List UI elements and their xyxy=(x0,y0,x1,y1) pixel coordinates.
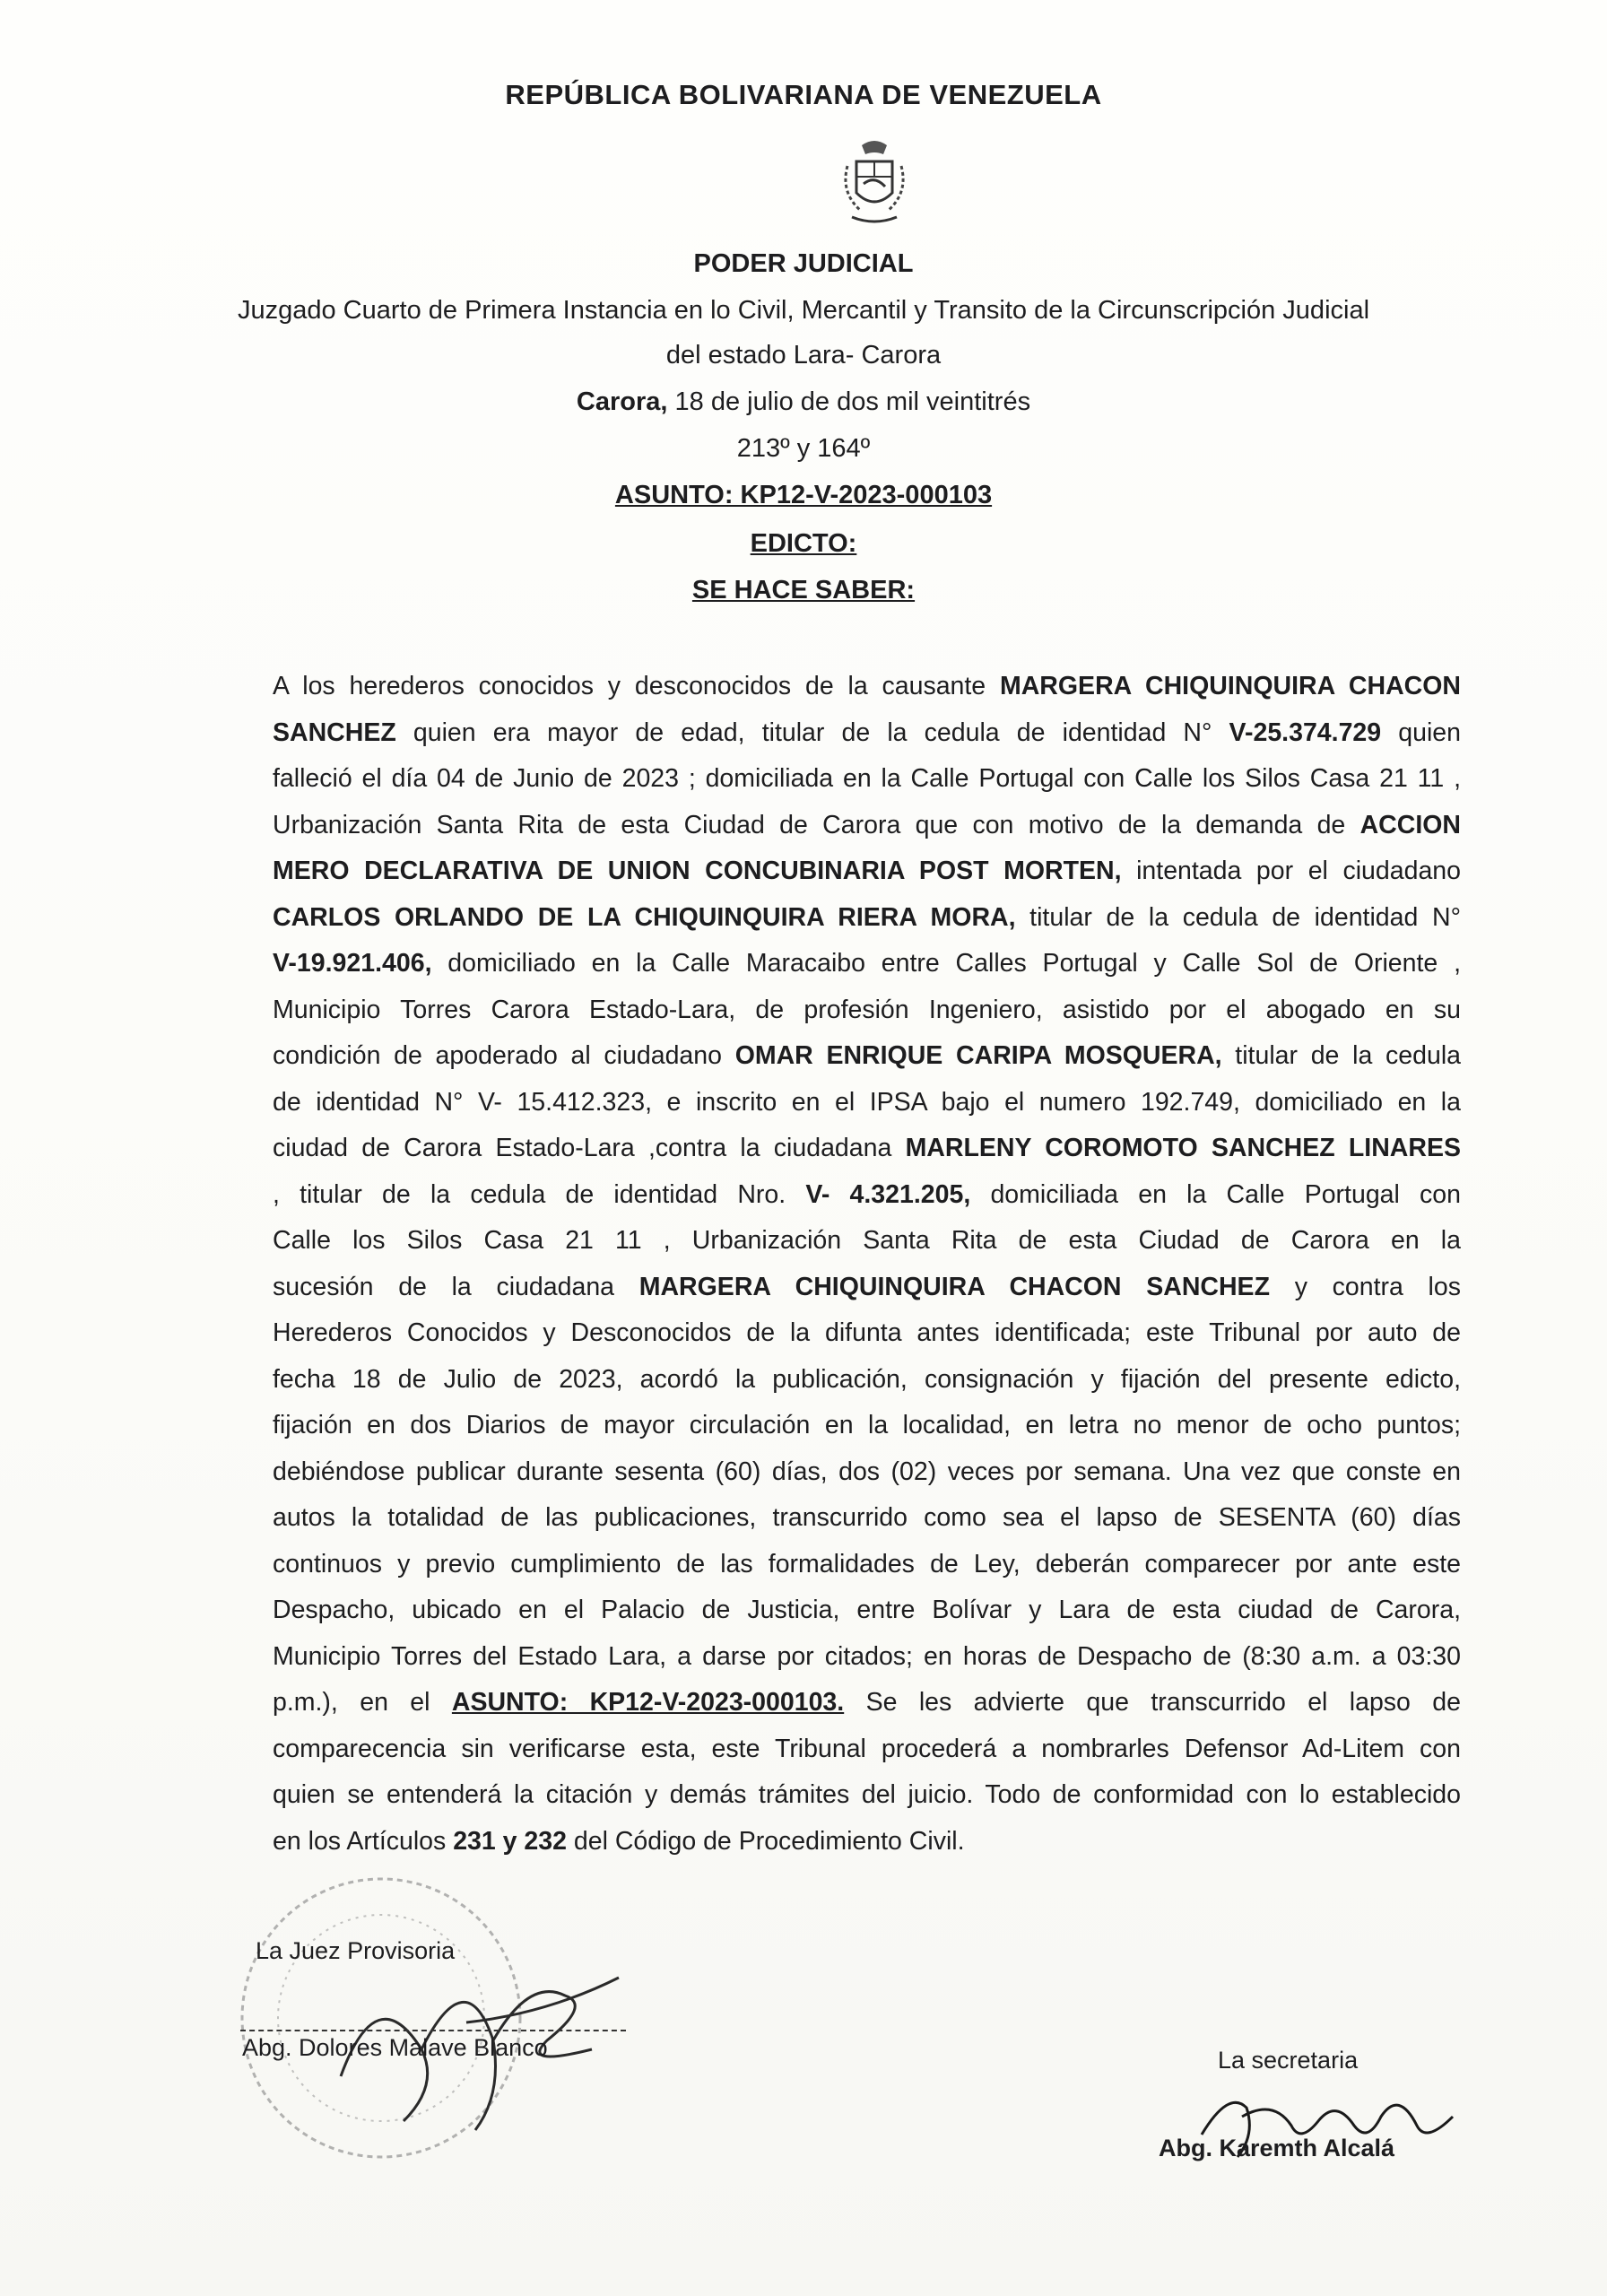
body-text-segment: ACCION xyxy=(1359,810,1461,839)
body-text-segment: p.m.), en el xyxy=(273,1688,452,1717)
body-text-segment: quien era mayor de edad, titular de la cedula de identidad N° xyxy=(395,718,1229,747)
body-text-segment: SANCHEZ xyxy=(273,718,396,747)
judge-signature-line xyxy=(240,2030,626,2031)
body-text-segment: Urbanización Santa Rita de esta Ciudad de Carora que con motivo de la demanda de xyxy=(273,810,1360,839)
date-city: Carora, xyxy=(576,387,668,416)
body-text-segment: continuos y previo cumplimiento de las formalidades de Ley, deberán comparecer por ante este xyxy=(273,1549,1461,1578)
body-text-segment: Despacho, ubicado en el Palacio de Justicia, entre Bolívar y Lara de esta ciudad de Carora, xyxy=(273,1596,1461,1624)
body-line xyxy=(273,1403,1461,1449)
body-text-segment: MARGERA CHIQUINQUIRA CHACON xyxy=(999,672,1461,700)
body-text-segment: del Código de Procedimiento Civil. xyxy=(566,1826,965,1856)
body-text-segment: Municipio Torres Carora Estado-Lara, de profesión Ingeniero, asistido por el abogado en su xyxy=(273,995,1461,1024)
secretary-title: La secretaria xyxy=(1218,2047,1359,2074)
body-text-segment: domiciliado en la Calle Maracaibo entre Calles Portugal y Calle Sol de Oriente , xyxy=(431,949,1461,978)
body-text-segment: titular de la cedula de identidad N° xyxy=(1015,902,1461,932)
body-line xyxy=(273,1265,1461,1311)
body-line xyxy=(273,710,1461,757)
notice-heading: SE HACE SABER: xyxy=(691,576,916,604)
body-line xyxy=(273,664,1461,710)
body-line xyxy=(273,1726,1461,1773)
body-text-segment: 231 y 232 xyxy=(453,1826,567,1856)
body-text-segment: falleció el día 04 de Junio de 2023 ; domiciliada en la Calle Portugal con Calle los Silos Casa 21 11 , xyxy=(273,764,1461,793)
body-line xyxy=(273,1680,1461,1726)
body-line xyxy=(273,895,1461,942)
body-text-segment: fecha 18 de Julio de 2023, acordó la publicación, consignación y fijación del presente edicto, xyxy=(273,1364,1461,1394)
body-text-segment: V- 4.321.205, xyxy=(805,1179,971,1209)
body-line xyxy=(273,1218,1461,1265)
judicial-power-heading: PODER JUDICIAL xyxy=(693,249,914,278)
body-text-segment: quien xyxy=(1381,718,1461,747)
body-text-segment: domiciliada en la Calle Portugal con xyxy=(970,1179,1462,1209)
body-line xyxy=(273,1495,1461,1542)
body-text-segment: quien se entenderá la citación y demás trámites del juicio. Todo de conformidad con lo establecido xyxy=(273,1780,1461,1809)
body-text-segment: fijación en dos Diarios de mayor circulación en la localidad, en letra no menor de ocho puntos; xyxy=(273,1411,1461,1439)
body-text-segment: comparecencia sin verificarse esta, este Tribunal procederá a nombrarles Defensor Ad-Litem con xyxy=(273,1734,1461,1763)
body-text-segment: Municipio Torres del Estado Lara, a darse por citados; en horas de Despacho de (8:30 a.m. a 03:30 xyxy=(273,1641,1461,1671)
body-text-segment: Herederos Conocidos y Desconocidos de la difunta antes identificada; este Tribunal por auto de xyxy=(273,1318,1461,1347)
body-text-segment: A los herederos conocidos y desconocidos de la causante xyxy=(273,672,1000,700)
body-text-segment: , titular de la cedula de identidad Nro. xyxy=(273,1179,806,1209)
body-text-segment: MERO DECLARATIVA DE UNION CONCUBINARIA POST MORTEN, xyxy=(273,857,1122,885)
body-text-segment: condición de apoderado al ciudadano xyxy=(273,1041,735,1070)
body-text-segment: Se les advierte que transcurrido el lapso de xyxy=(844,1688,1461,1717)
date-text: 18 de julio de dos mil veintitrés xyxy=(667,387,1031,416)
body-line xyxy=(273,1634,1461,1681)
body-line xyxy=(273,1172,1461,1219)
body-line xyxy=(273,941,1461,987)
body-text-segment: V-19.921.406, xyxy=(273,949,432,978)
body-text-segment: MARGERA CHIQUINQUIRA CHACON SANCHEZ xyxy=(638,1272,1270,1301)
edict-heading: EDICTO: xyxy=(750,529,857,558)
body-line xyxy=(273,1449,1461,1496)
edict-body xyxy=(273,664,1461,1865)
body-text-segment: autos la totalidad de las publicaciones, transcurrido como sea el lapso de SESENTA (60) días xyxy=(273,1503,1461,1532)
years-line: 213º y 164º xyxy=(736,434,871,463)
body-text-segment: de identidad N° V- 15.412.323, e inscrito en el IPSA bajo el numero 192.749, domiciliado en la xyxy=(273,1087,1461,1117)
coat-of-arms-emblem xyxy=(830,135,919,233)
body-line xyxy=(273,1126,1461,1172)
body-line xyxy=(273,1819,1461,1866)
body-line xyxy=(273,1772,1461,1819)
court-name-line-2: del estado Lara- Carora xyxy=(665,341,942,370)
body-line xyxy=(273,1080,1461,1126)
body-text-segment: debiéndose publicar durante sesenta (60) días, dos (02) veces por semana. Una vez que conste en xyxy=(273,1457,1461,1486)
body-text-segment: OMAR ENRIQUE CARIPA MOSQUERA, xyxy=(734,1041,1222,1070)
body-text-segment: en los Artículos xyxy=(273,1826,454,1856)
body-line xyxy=(273,987,1461,1034)
body-line xyxy=(273,1310,1461,1357)
body-text-segment: MARLENY COROMOTO SANCHEZ LINARES xyxy=(905,1134,1461,1162)
body-text-segment: CARLOS ORLANDO DE LA CHIQUINQUIRA RIERA MORA, xyxy=(273,902,1016,932)
body-line xyxy=(273,848,1461,895)
body-line xyxy=(273,1587,1461,1634)
secretary-name: Abg. Karemth Alcalá xyxy=(1159,2135,1395,2161)
case-number-heading: ASUNTO: KP12-V-2023-000103 xyxy=(614,481,993,509)
body-text-segment: ASUNTO: KP12-V-2023-000103. xyxy=(451,1688,845,1717)
judge-name: Abg. Dolores Malave Blanco xyxy=(242,2034,548,2061)
body-line xyxy=(273,1542,1461,1588)
body-text-segment: y contra los xyxy=(1269,1272,1461,1301)
body-text-segment: V-25.374.729 xyxy=(1229,718,1382,747)
body-line xyxy=(273,803,1461,849)
body-text-segment: Calle los Silos Casa 21 11 , Urbanización Santa Rita de esta Ciudad de Carora en la xyxy=(273,1226,1461,1255)
body-line xyxy=(273,1357,1461,1404)
body-text-segment: titular de la cedula xyxy=(1221,1041,1461,1070)
body-text-segment: intentada por el ciudadano xyxy=(1121,857,1461,885)
body-text-segment: sucesión de la ciudadana xyxy=(273,1272,639,1301)
judge-title: La Juez Provisoria xyxy=(256,1937,456,1964)
body-line xyxy=(273,1033,1461,1080)
date-line xyxy=(0,387,1607,417)
court-name-line-1: Juzgado Cuarto de Primera Instancia en lo Civil, Mercantil y Transito de la Circunscripción Judicial xyxy=(237,296,1370,325)
body-line xyxy=(273,756,1461,803)
body-text-segment: ciudad de Carora Estado-Lara ,contra la ciudadana xyxy=(273,1134,906,1162)
republic-heading: REPÚBLICA BOLIVARIANA DE VENEZUELA xyxy=(505,79,1102,110)
